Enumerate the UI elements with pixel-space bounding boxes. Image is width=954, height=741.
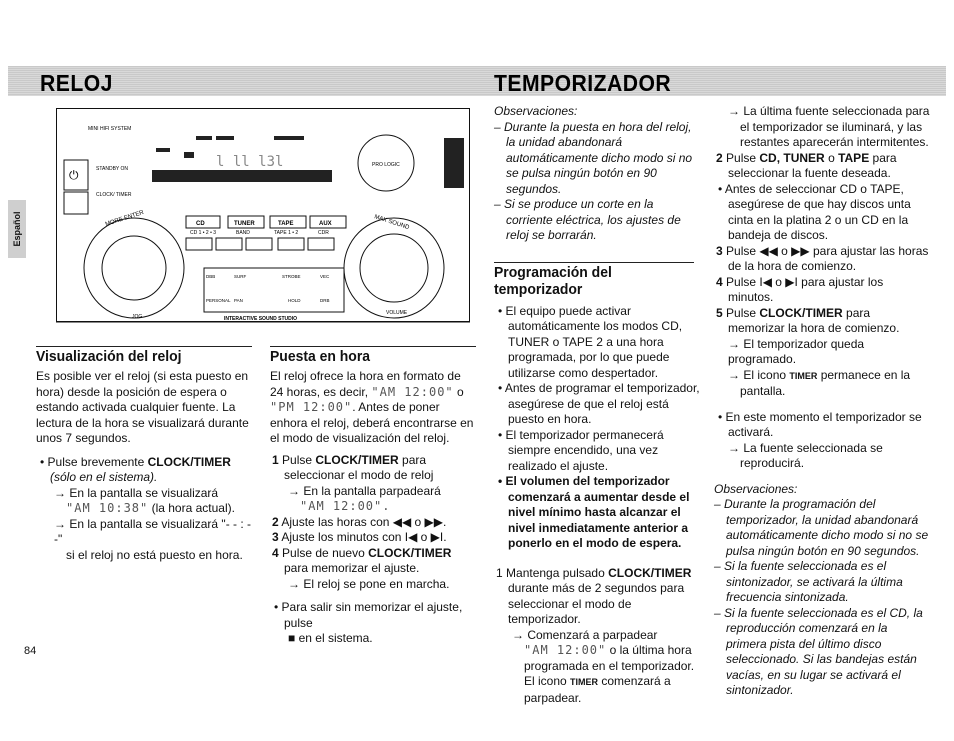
tape-button-label: TAPE [278, 221, 294, 227]
svg-text:HOLD: HOLD [288, 298, 301, 303]
column-puesta-en-hora: Puesta en hora El reloj ofrece la hora en formato de 24 horas, es decir, "AM 12:00" o "PM 12:00". Antes de poner enhora el reloj, deberá encontrarse en el modo de visualización del reloj. 1 Pulse CLOCK/TIMER para seleccionar el modo de reloj → En la pantalla parpadeará "AM 12:00". 2 Ajuste las horas con ◀◀ o ▶▶. 3 Ajuste los minutos con I◀ o ▶I. 4 Pulse de nuevo CLOCK/TIMER para memorizar el ajuste. → El reloj se pone en marcha. • Para salir sin memorizar el ajuste, pulse ■ en el sistema. [270, 346, 476, 647]
pro-logic-label: PRO LOGIC [372, 162, 400, 168]
svg-text:DRB: DRB [320, 298, 330, 303]
column-visualizacion: Visualización del reloj Es posible ver el reloj (si esta puesto en hora) desde la posición de espera o estando activada cualquier fuente. La lectura de la hora se visualizará durante unos 7 segundos. • Pulse brevemente CLOCK/TIMER (sólo en el sistema). → En la pantalla se visualizará "AM 10:38" (la hora actual). → En la pantalla se visualizará "- - : - -" si el reloj no está puesto en hora. [36, 348, 252, 562]
svg-text:SURF: SURF [234, 274, 247, 279]
standby-icon: ⏻ [69, 168, 79, 182]
heading-programacion: Programación del temporizador [494, 263, 612, 298]
svg-text:l ll l3l: l ll l3l [216, 154, 284, 170]
column-programacion: Observaciones: – Durante la puesta en hora del reloj, la unidad abandonará automáticamente dicho modo si no se pulsa ningún botón en 90 segundos. – Si se produce un corte en la corriente eléctrica, los ajustes de reloj se borrarán. Programación del temporizador • El equipo puede activar automáticamente los modos CD, TUNER o TAPE 2 a una hora programada, por lo que puede utilizarse como despertador. • Antes de programar el temporizador, asegúrese de que el reloj está puesto en hora. • El temporizador permanecerá siempre encendido, una vez realizado el ajuste. • El volumen del temporizador comenzará a aumentar desde el nivel mínimo hasta alcanzar el nivel inmediatamente anterior a ponerlo en el modo de espera. 1 Mantenga pulsado CLOCK/TIMER durante más de 2 segundos para seleccionar el modo de temporizador. → Comenzará a parpadear "AM 12:00" o la última hora programada en el temporizador. El icono TIMER comenzará a parpadear. [494, 104, 700, 705]
clock-timer-label: CLOCK/ TIMER [96, 192, 132, 198]
svg-text:CDR: CDR [318, 230, 329, 236]
section-title-temporizador: TEMPORIZADOR [494, 70, 672, 96]
jog-label: JOG [132, 314, 143, 320]
tuner-button-label: TUNER [234, 221, 255, 227]
section-title-reloj: RELOJ [40, 70, 113, 96]
heading-puesta-en-hora: Puesta en hora [270, 348, 371, 365]
heading-visualizacion: Visualización del reloj [36, 348, 182, 365]
hifi-device-illustration [56, 108, 470, 330]
svg-text:STROBE: STROBE [282, 274, 301, 279]
cd-button-label: CD [196, 221, 205, 227]
volume-label: VOLUME [386, 310, 408, 316]
column-temporizador-pasos: → La última fuente seleccionada para el temporizador se iluminará, y las restantes aparecerán intermitentes. 2 Pulse CD, TUNER o TAPE para seleccionar la fuente deseada. • Antes de seleccionar CD o TAPE, asegúrese de que hay discos unta cinta en la platina 2 o un CD en la bandeja de discos. 3 Pulse ◀◀ o ▶▶ para ajustar las horas de la hora de comienzo. 4 Pulse I◀ o ▶I para ajustar los minutos. 5 Pulse CLOCK/TIMER para memorizar la hora de comienzo. → El temporizador queda programado. → El icono TIMER permanece en la pantalla. • En este momento el temporizador se activará. → La fuente seleccionada se reproducirá. Observaciones: – Durante la programación del temporizador, la unidad abandonará automáticamente dicho modo si no se pulsa ningún botón en 90 segundos. – Si la fuente seleccionada es el sintonizador, se activará la última frecuencia sintonizada. – Si la fuente seleccionada es el CD, la reproducción comenzará en la primera pista del último disco seleccionado. Si las bandejas están vacías, en su lugar se activará el sintonizador. [714, 104, 930, 697]
max-sound-label: MAX SOUND [373, 214, 410, 232]
standby-label: STANDBY ON [96, 166, 129, 172]
svg-text:DBB: DBB [206, 274, 216, 279]
device-footer-label: INTERACTIVE SOUND STUDIO [224, 316, 298, 322]
svg-text:PAN: PAN [234, 298, 243, 303]
device-brand-label: MINI HIFI SYSTEM [88, 126, 132, 132]
svg-text:VEC: VEC [320, 274, 330, 279]
svg-text:BAND: BAND [236, 230, 250, 236]
language-tab: Español [8, 200, 26, 258]
svg-text:PERSONAL: PERSONAL [206, 298, 231, 303]
page-number: 84 [24, 645, 37, 657]
aux-button-label: AUX [319, 221, 332, 227]
svg-text:TAPE 1 • 2: TAPE 1 • 2 [274, 230, 299, 236]
svg-text:CD 1 • 2 • 3: CD 1 • 2 • 3 [190, 230, 217, 236]
more-enter-label: MORE ENTER [104, 209, 145, 228]
